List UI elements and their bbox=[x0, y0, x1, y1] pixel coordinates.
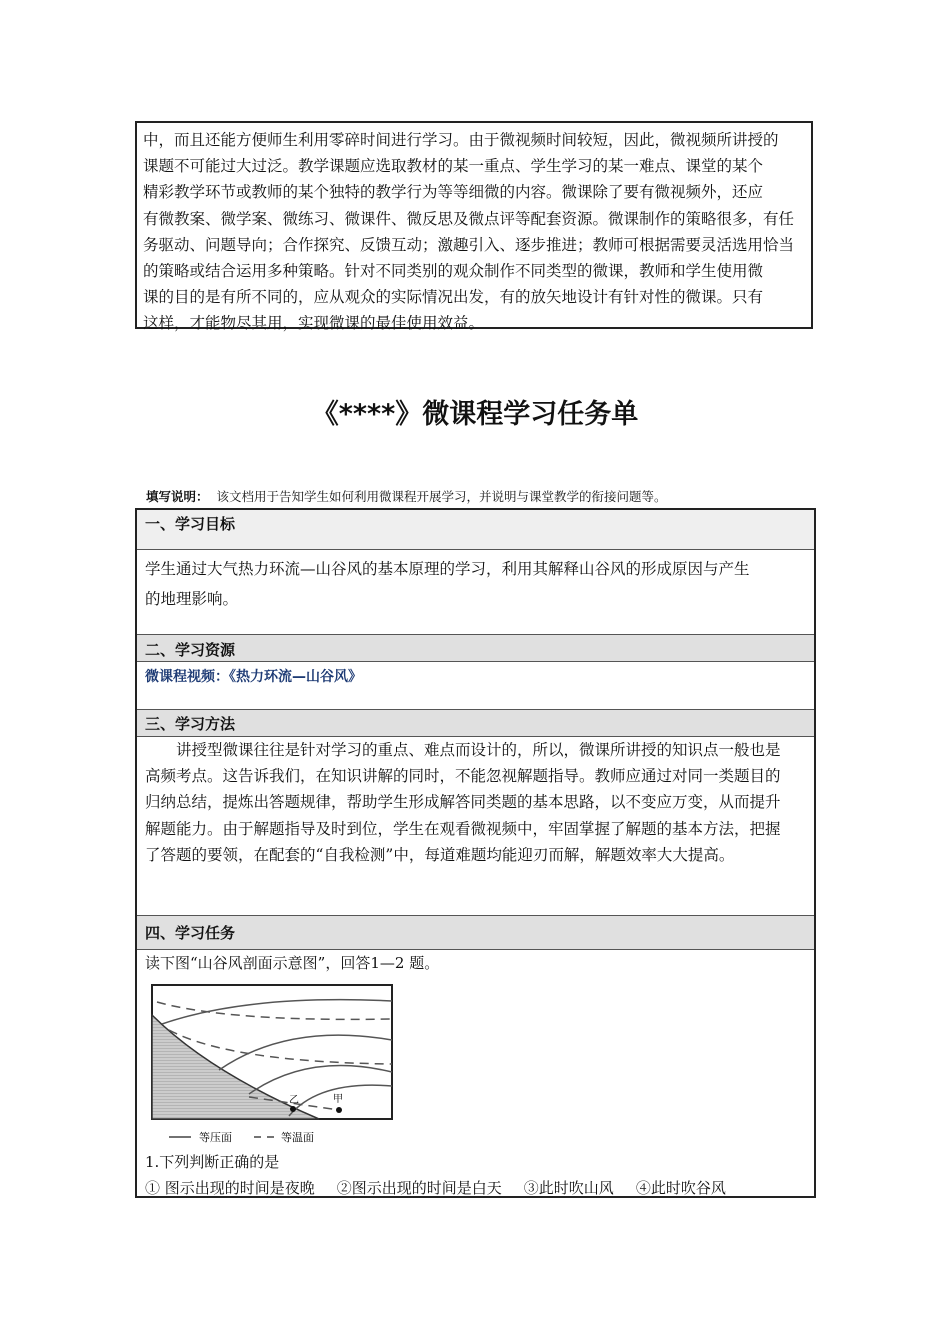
task-intro: 读下图“山谷风剖面示意图”，回答1—2 题。 bbox=[145, 954, 440, 972]
section-heading-resource: 二、学习资源 bbox=[137, 635, 814, 662]
option-2: ②图示出现的时间是白天 bbox=[336, 1179, 502, 1197]
resource-link[interactable]: 微课程视频：《热力环流—山谷风》 bbox=[137, 662, 814, 710]
text-line: 了答题的要领，在配套的“自我检测”中，每道难题均能迎刃而解，解题效率大大提高。 bbox=[145, 845, 735, 864]
text-line: 学生通过大气热力环流—山谷风的基本原理的学习，利用其解释山谷风的形成原因与产生 bbox=[145, 560, 750, 578]
text-line: 这样，才能物尽其用，实现微课的最佳使用效益。 bbox=[143, 314, 485, 333]
legend-temperature: 等温面 bbox=[281, 1131, 314, 1144]
point-b-label: 乙 bbox=[289, 1095, 299, 1106]
valley-wind-diagram bbox=[149, 982, 399, 1147]
text-line: 课的目的是有所不同的，应从观众的实际情况出发，有的放矢地设计有针对性的微课。只有 bbox=[143, 288, 764, 307]
text-line: 有微教案、微学案、微练习、微课件、微反思及微点评等配套资源。微课制作的策略很多，有任 bbox=[143, 209, 795, 228]
task-cell bbox=[137, 950, 814, 1198]
text-line: 课题不可能过大过泛。教学课题应选取教材的某一重点、学生学习的某一难点、课堂的某个 bbox=[143, 157, 764, 176]
section-heading-task: 四、学习任务 bbox=[137, 916, 814, 950]
text-line: 解题能力。由于解题指导及时到位，学生在观看微视频中，牢固掌握了解题的基本方法，把握 bbox=[145, 819, 781, 838]
question-options bbox=[145, 1175, 806, 1201]
section-heading-goal: 一、学习目标 bbox=[137, 510, 814, 550]
intro-text-box bbox=[135, 121, 813, 333]
note-text: 该文档用于告知学生如何利用微课程开展学习，并说明与课堂教学的衔接问题等。 bbox=[216, 489, 667, 504]
option-3: ③此时吹山风 bbox=[523, 1179, 614, 1197]
text-line: 务驱动、问题导向；合作探究、反馈互动；激趣引入、逐步推进；教师可根据需要灵活选用恰当 bbox=[143, 235, 795, 254]
fill-instructions bbox=[146, 487, 667, 505]
question-1: 1.下列判断正确的是 bbox=[145, 1153, 280, 1171]
text-line: 归纳总结，提炼出答题规律，帮助学生形成解答同类题的基本思路，以不变应万变，从而提升 bbox=[145, 793, 781, 812]
text-line: 讲授型微课往往是针对学习的重点、难点而设计的，所以，微课所讲授的知识点一般也是 bbox=[145, 741, 781, 759]
text-line: 中，而且还能方便师生利用零碎时间进行学习。由于微视频时间较短，因此，微视频所讲授的 bbox=[143, 131, 779, 149]
option-1: ① 图示出现的时间是夜晚 bbox=[145, 1179, 315, 1197]
text-line: 的地理影响。 bbox=[145, 590, 239, 608]
point-a-label: 甲 bbox=[333, 1094, 343, 1105]
text-line: 的策略或结合运用多种策略。针对不同类别的观众制作不同类型的微课，教师和学生使用微 bbox=[143, 262, 764, 281]
section-heading-method: 三、学习方法 bbox=[137, 710, 814, 737]
method-cell bbox=[137, 737, 814, 916]
text-line: 高频考点。这告诉我们，在知识讲解的同时，不能忽视解题指导。教师应通过对同一类题目的 bbox=[145, 767, 781, 786]
text-line: 精彩教学环节或教师的某个独特的教学行为等等细微的内容。微课除了要有微视频外，还应 bbox=[143, 183, 764, 202]
page-title: 《****》微课程学习任务单 bbox=[311, 399, 639, 430]
task-table bbox=[135, 508, 816, 1198]
goal-cell bbox=[137, 550, 814, 635]
option-4: ④此时吹谷风 bbox=[635, 1179, 726, 1197]
legend-pressure: 等压面 bbox=[199, 1131, 232, 1144]
note-label: 填写说明： bbox=[146, 489, 209, 504]
